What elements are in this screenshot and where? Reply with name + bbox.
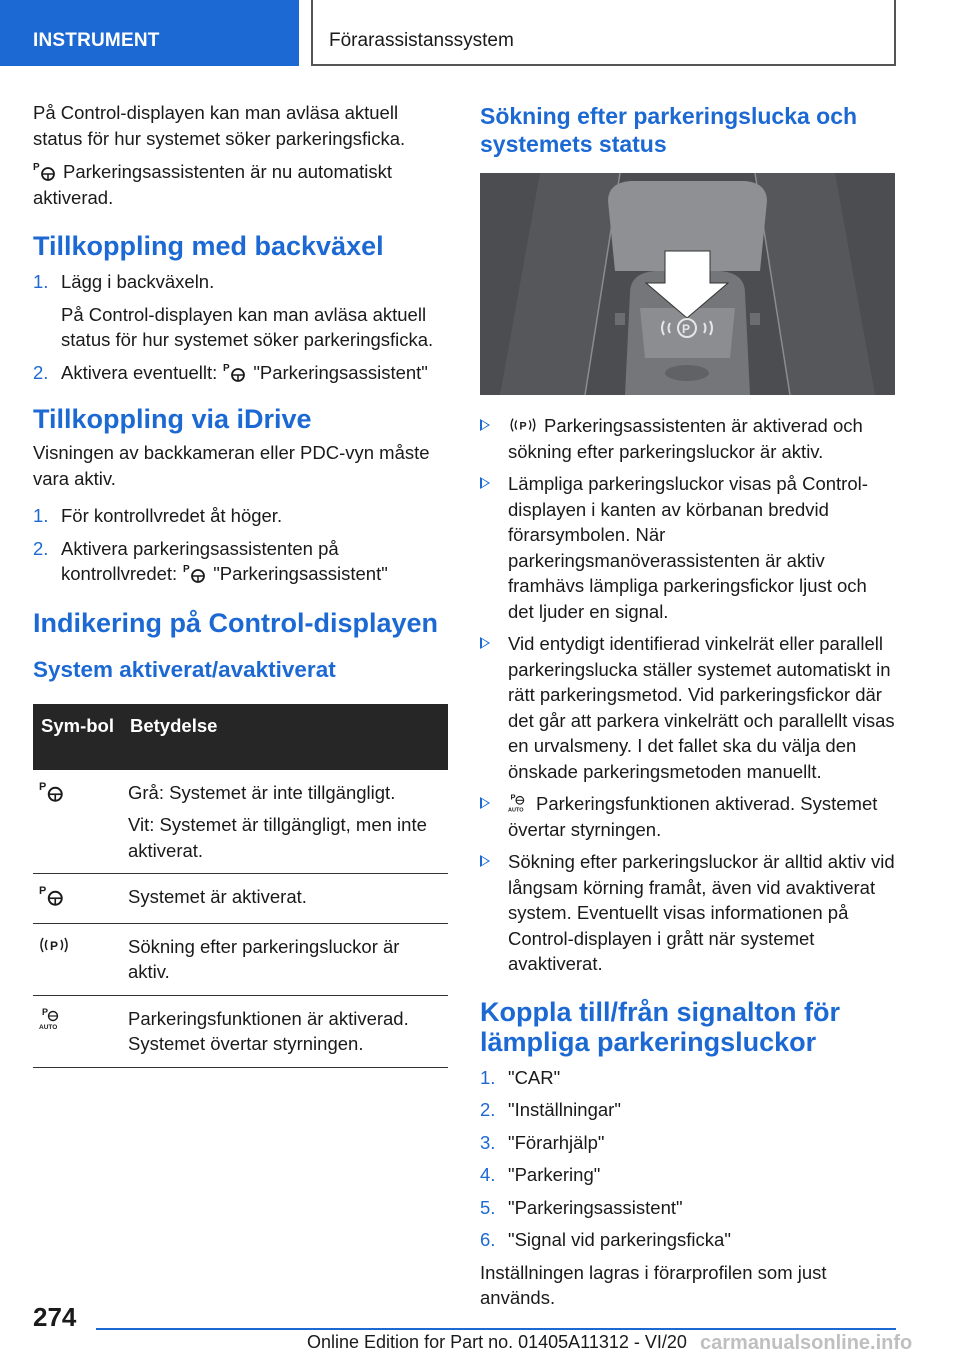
list-item: P AUTO Parkeringsfunktionen aktiverad. Systemet övertar styrningen.	[480, 791, 895, 842]
parking-search-icon	[39, 934, 69, 956]
edition-text: Online Edition for Part no. 01405A11312 - VI/20	[307, 1332, 687, 1352]
table-cell-text: Systemet är aktiverat.	[128, 886, 307, 907]
table-row	[33, 995, 448, 1067]
watermark: carmanualsonline.info	[700, 1332, 913, 1354]
list-item: P Parkeringsassistenten är aktiverad och sökning efter parkeringsluckor är aktiv.	[480, 413, 895, 464]
list-item: Lämpliga parkeringsluckor visas på Control-displayen i kanten av körbanan bredvid förarsymbolen. När parkeringsmanöverassistenten är aktiv framhävs lämpliga parkeringsfickor ljust och det ljuder en signal.	[480, 471, 895, 624]
table-cell-text: Vit: Systemet är tillgängligt, men inte aktiverat.	[128, 814, 427, 861]
page-header	[0, 0, 960, 66]
list-item: 1. "CAR"	[480, 1066, 561, 1088]
heading-indication: Indikering på Control-displayen	[33, 607, 439, 638]
right-column	[480, 100, 895, 1319]
list-item: Vid entydigt identifierad vinkelrät eller parallell parkeringslucka ställer systemet automatiskt in rätt parkeringsmetod. Vid parkeringsfickor där det går att parkera vinkelrätt och parallellt visas en urvalsmeny. I det fallet ska du välja den önskade parkeringsmetoden manuellt.	[480, 631, 895, 784]
page-number: 274	[33, 1302, 77, 1332]
heading-search: Sökning efter parkeringslucka och systemets status	[480, 103, 858, 157]
svg-text:P: P	[42, 1006, 49, 1017]
parking-display-illustration	[480, 173, 895, 395]
table-cell-text: Grå: Systemet är inte tillgängligt.	[128, 781, 396, 803]
chapter-tab[interactable]: INSTRUMENT	[0, 0, 299, 66]
parking-assist-icon	[33, 161, 57, 181]
auto-activated-paragraph: Parkeringsassistenten är nu automatiskt aktiverad.	[33, 161, 393, 208]
list-item: 3. "Förarhjälp"	[480, 1131, 605, 1153]
parking-auto-icon	[508, 791, 530, 813]
list-item: 6. "Signal vid parkeringsficka"	[480, 1229, 731, 1250]
parking-search-icon	[508, 415, 538, 435]
parking-assist-icon	[39, 884, 65, 906]
list-item: 2. "Inställningar"	[480, 1099, 621, 1120]
parking-display-image	[480, 173, 895, 395]
intro-paragraph: På Control-displayen kan man avläsa aktuell status för hur systemet söker parkeringsficka.	[33, 102, 406, 149]
heading-signal: Koppla till/från signalton för lämpliga parkeringsluckor	[480, 996, 840, 1057]
heading-idrive: Tillkoppling via iDrive	[33, 404, 312, 434]
list-item: 2. Aktivera eventuellt: "Parkeringsassistent"	[33, 361, 428, 383]
svg-text:P: P	[519, 420, 527, 433]
table-row	[33, 770, 448, 874]
heading-status: System aktiverat/avaktiverat	[33, 656, 336, 682]
column-header-meaning: Betydelse	[122, 704, 448, 770]
list-item: Sökning efter parkeringsluckor är alltid aktiv vid långsam körning framåt, även vid avaktiverat system. Eventuellt visas informationen på Control-displayen i grått när systemet avaktiverat.	[480, 849, 895, 977]
svg-text:P: P	[510, 792, 516, 802]
table-row	[33, 923, 448, 995]
idrive-steps	[33, 503, 448, 587]
reverse-steps	[33, 269, 448, 385]
footer-divider	[96, 1328, 896, 1330]
table-cell-text: Parkeringsfunktionen är aktiverad. Systemet övertar styrningen.	[128, 1007, 409, 1054]
symbol-table	[33, 704, 448, 1068]
saved-note: Inställningen lagras i förarprofilen som just används.	[480, 1261, 827, 1308]
heading-reverse: Tillkoppling med backväxel	[33, 231, 384, 261]
parking-assist-icon	[39, 780, 65, 802]
table-header-row	[33, 704, 448, 770]
svg-text:P: P	[50, 938, 59, 953]
parking-assist-icon	[183, 563, 207, 583]
list-item: 5. "Parkeringsassistent"	[480, 1196, 683, 1218]
list-item: 4. "Parkering"	[480, 1164, 601, 1185]
list-item: 1. Lägg i backväxeln. På Control-displayen kan man avläsa aktuell status för hur systemet söker parkeringsficka.	[33, 271, 434, 350]
signal-steps	[480, 1065, 895, 1253]
section-tab[interactable]: Förarassistanssystem	[311, 0, 896, 66]
list-item: 1. För kontrollvredet åt höger.	[33, 505, 283, 526]
svg-text:AUTO: AUTO	[508, 807, 524, 813]
parking-assist-icon	[223, 362, 247, 382]
idrive-intro: Visningen av backkameran eller PDC-vyn måste vara aktiv.	[33, 442, 430, 489]
svg-text:P: P	[682, 322, 691, 336]
status-bullets	[480, 413, 895, 977]
table-cell-text: Sökning efter parkeringsluckor är aktiv.	[128, 935, 400, 982]
left-column	[33, 100, 448, 1068]
table-row	[33, 874, 448, 924]
list-item: 2. Aktivera parkeringsassistenten på kontrollvredet: "Parkeringsassistent"	[33, 537, 388, 584]
svg-text:AUTO: AUTO	[39, 1023, 58, 1030]
parking-auto-icon	[39, 1006, 65, 1030]
column-header-symbol: Sym-bol	[33, 704, 122, 770]
